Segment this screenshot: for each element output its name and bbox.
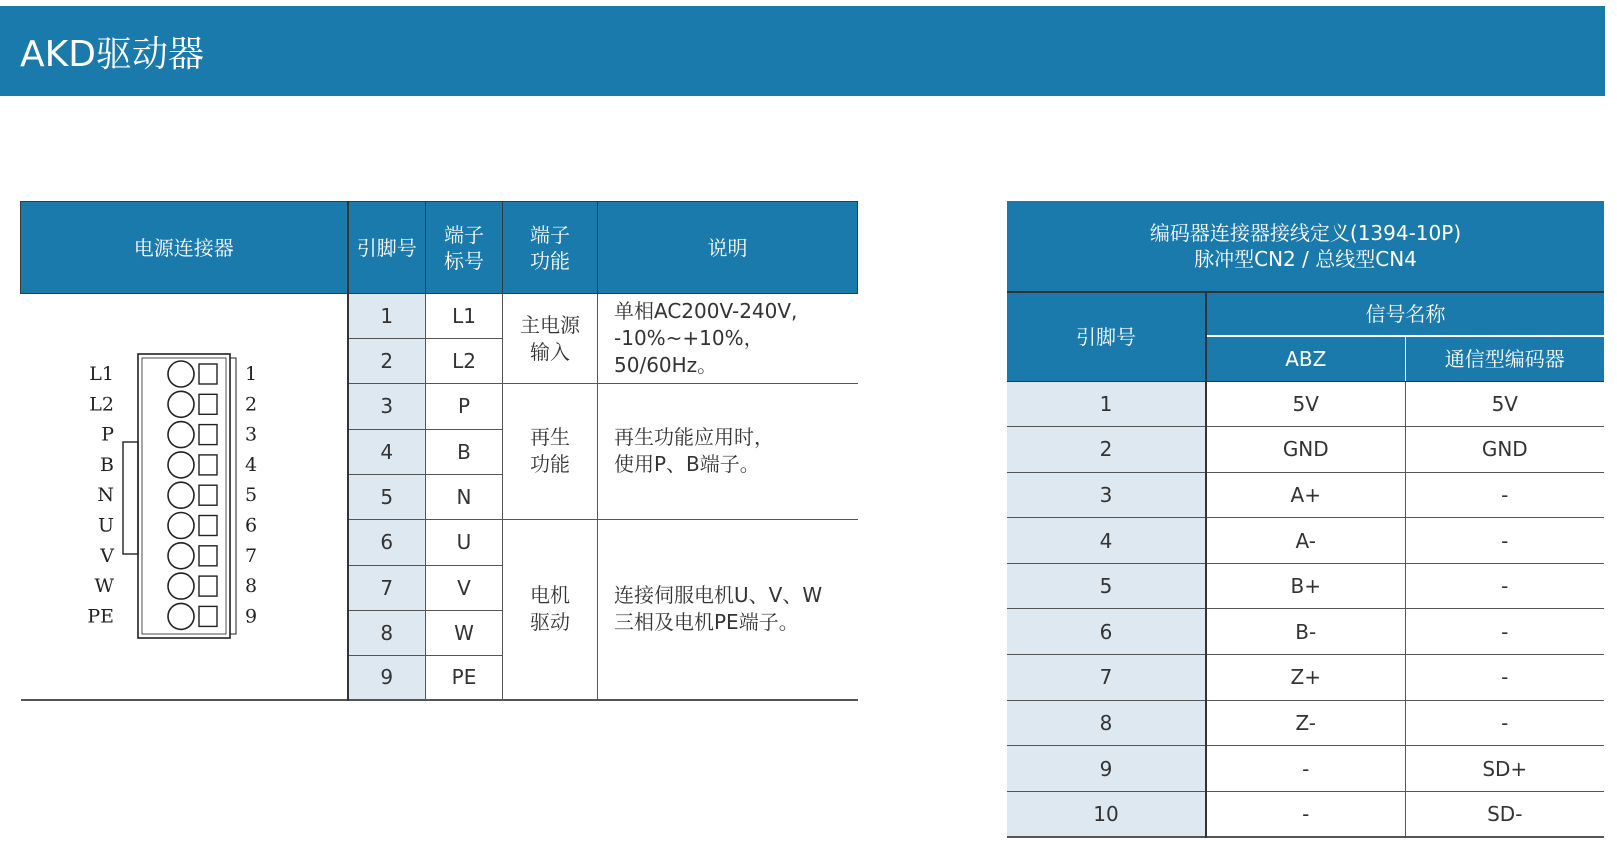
pin-cell: 6 bbox=[348, 519, 426, 565]
abz-cell: B+ bbox=[1206, 563, 1405, 609]
page-title-bar bbox=[0, 6, 1605, 96]
header-power-connector: 电源连接器 bbox=[21, 202, 348, 294]
table-row bbox=[1007, 791, 1604, 837]
abz-cell: Z- bbox=[1206, 700, 1405, 746]
description-text: 连接伺服电机U、V、W 三相及电机PE端子。 bbox=[614, 583, 823, 635]
mark-cell: N bbox=[426, 474, 503, 519]
function-text: 主电源 输入 bbox=[520, 312, 580, 364]
mark-cell: PE bbox=[426, 655, 503, 700]
abz-cell: 5V bbox=[1206, 381, 1405, 427]
terminal-number: 8 bbox=[244, 575, 257, 598]
terminal-screw-icon bbox=[168, 603, 194, 629]
terminal-slot-icon bbox=[199, 425, 217, 445]
header-terminal-mark bbox=[426, 202, 503, 294]
pin-cell: 3 bbox=[348, 384, 426, 430]
terminal-label: B bbox=[99, 453, 114, 476]
terminal-label: L2 bbox=[88, 393, 114, 416]
terminal-slot-icon bbox=[199, 606, 217, 626]
description-text: 再生功能应用时， 使用P、B端子。 bbox=[614, 425, 774, 477]
function-cell bbox=[503, 519, 598, 700]
description-cell bbox=[598, 294, 858, 384]
table-row bbox=[1007, 655, 1604, 701]
terminal-slot-icon bbox=[199, 516, 217, 536]
connector-diagram-cell bbox=[21, 294, 348, 701]
encoder-pin-cell: 7 bbox=[1007, 655, 1206, 701]
terminal-number: 7 bbox=[244, 544, 257, 567]
header-terminal-mark-text: 端子 标号 bbox=[444, 222, 484, 273]
terminal-slot-icon bbox=[199, 576, 217, 596]
header-encoder-pin: 引脚号 bbox=[1007, 292, 1206, 381]
table-row bbox=[1007, 518, 1604, 564]
header-description: 说明 bbox=[598, 202, 858, 294]
terminal-number: 3 bbox=[244, 423, 257, 446]
function-cell bbox=[503, 384, 598, 520]
comm-cell: - bbox=[1405, 700, 1604, 746]
terminal-slot-icon bbox=[199, 485, 217, 505]
function-text: 再生 功能 bbox=[530, 425, 570, 477]
terminal-label: U bbox=[97, 514, 114, 537]
terminal-screw-icon bbox=[168, 361, 194, 387]
terminal-slot-icon bbox=[199, 546, 217, 566]
comm-cell: SD+ bbox=[1405, 746, 1604, 792]
comm-cell: GND bbox=[1405, 427, 1604, 473]
encoder-title-line2: 脉冲型CN2 / 总线型CN4 bbox=[1194, 247, 1417, 271]
terminal-number: 9 bbox=[244, 605, 257, 628]
terminal-label: V bbox=[99, 544, 114, 567]
terminal-number: 6 bbox=[244, 514, 257, 537]
header-abz: ABZ bbox=[1206, 336, 1405, 381]
abz-cell: B- bbox=[1206, 609, 1405, 655]
mark-cell: B bbox=[426, 429, 503, 474]
table-row bbox=[1007, 746, 1604, 792]
encoder-pin-cell: 1 bbox=[1007, 381, 1206, 427]
encoder-pin-cell: 9 bbox=[1007, 746, 1206, 792]
header-terminal-function-text: 端子 功能 bbox=[530, 222, 570, 273]
pin-cell: 9 bbox=[348, 655, 426, 700]
mark-cell: W bbox=[426, 610, 503, 655]
function-text: 电机 驱动 bbox=[530, 583, 570, 635]
table-row bbox=[1007, 381, 1604, 427]
header-comm-encoder: 通信型编码器 bbox=[1405, 336, 1604, 381]
encoder-pin-cell: 2 bbox=[1007, 427, 1206, 473]
terminal-label: N bbox=[96, 484, 114, 507]
terminal-label: PE bbox=[86, 605, 114, 628]
terminal-screw-icon bbox=[168, 573, 194, 599]
pin-cell: 4 bbox=[348, 429, 426, 474]
pin-cell: 1 bbox=[348, 294, 426, 339]
terminal-screw-icon bbox=[168, 422, 194, 448]
encoder-pin-cell: 4 bbox=[1007, 518, 1206, 564]
encoder-pin-cell: 5 bbox=[1007, 563, 1206, 609]
table-row bbox=[1007, 427, 1604, 473]
description-text: 单相AC200V-240V, -10%~+10%，50/60Hz。 bbox=[614, 299, 798, 377]
abz-cell: - bbox=[1206, 746, 1405, 792]
abz-cell: A- bbox=[1206, 518, 1405, 564]
encoder-table-body bbox=[1007, 381, 1604, 837]
terminal-slot-icon bbox=[199, 364, 217, 384]
terminal-screw-icon bbox=[168, 391, 194, 417]
header-terminal-function bbox=[503, 202, 598, 294]
header-signal-name: 信号名称 bbox=[1206, 292, 1604, 336]
header-pin: 引脚号 bbox=[348, 202, 426, 294]
abz-cell: Z+ bbox=[1206, 655, 1405, 701]
encoder-pin-cell: 10 bbox=[1007, 791, 1206, 837]
description-cell bbox=[598, 384, 858, 520]
encoder-pin-cell: 8 bbox=[1007, 700, 1206, 746]
terminal-slot-icon bbox=[199, 455, 217, 475]
comm-cell: - bbox=[1405, 563, 1604, 609]
comm-cell: - bbox=[1405, 472, 1604, 518]
connector-side-rail bbox=[230, 358, 236, 634]
terminal-number: 4 bbox=[244, 453, 257, 476]
description-cell bbox=[598, 519, 858, 700]
comm-cell: - bbox=[1405, 518, 1604, 564]
terminal-number: 2 bbox=[244, 393, 257, 416]
encoder-pin-cell: 6 bbox=[1007, 609, 1206, 655]
pin-cell: 7 bbox=[348, 565, 426, 610]
terminal-number: 5 bbox=[244, 484, 257, 507]
encoder-pin-cell: 3 bbox=[1007, 472, 1206, 518]
encoder-title-line1: 编码器连接器接线定义(1394-10P) bbox=[1149, 221, 1462, 245]
pin-cell: 2 bbox=[348, 339, 426, 384]
encoder-connector-table bbox=[1007, 201, 1604, 838]
page-title: AKD驱动器 bbox=[20, 33, 204, 75]
pin-cell: 8 bbox=[348, 610, 426, 655]
table-row bbox=[1007, 563, 1604, 609]
mark-cell: V bbox=[426, 565, 503, 610]
abz-cell: GND bbox=[1206, 427, 1405, 473]
connector-diagram bbox=[21, 294, 348, 699]
table-row bbox=[1007, 700, 1604, 746]
power-connector-table bbox=[20, 201, 858, 701]
function-cell bbox=[503, 294, 598, 384]
comm-cell: - bbox=[1405, 609, 1604, 655]
pin-cell: 5 bbox=[348, 474, 426, 519]
terminal-slot-icon bbox=[199, 394, 217, 414]
mark-cell: P bbox=[426, 384, 503, 430]
terminal-screw-icon bbox=[168, 452, 194, 478]
abz-cell: - bbox=[1206, 791, 1405, 837]
table-row bbox=[21, 294, 858, 339]
mark-cell: U bbox=[426, 519, 503, 565]
terminal-screw-icon bbox=[168, 543, 194, 569]
mark-cell: L1 bbox=[426, 294, 503, 339]
terminal-screw-icon bbox=[168, 482, 194, 508]
abz-cell: A+ bbox=[1206, 472, 1405, 518]
comm-cell: - bbox=[1405, 655, 1604, 701]
comm-cell: 5V bbox=[1405, 381, 1604, 427]
mark-cell: L2 bbox=[426, 339, 503, 384]
terminal-screw-icon bbox=[168, 513, 194, 539]
terminal-number: 1 bbox=[244, 363, 257, 385]
table-row bbox=[1007, 472, 1604, 518]
encoder-table-title bbox=[1007, 201, 1604, 292]
terminal-label: W bbox=[93, 575, 114, 598]
connector-latch bbox=[123, 442, 138, 554]
terminal-label: L1 bbox=[88, 363, 114, 385]
comm-cell: SD- bbox=[1405, 791, 1604, 837]
terminal-label: P bbox=[100, 423, 114, 446]
table-row bbox=[1007, 609, 1604, 655]
